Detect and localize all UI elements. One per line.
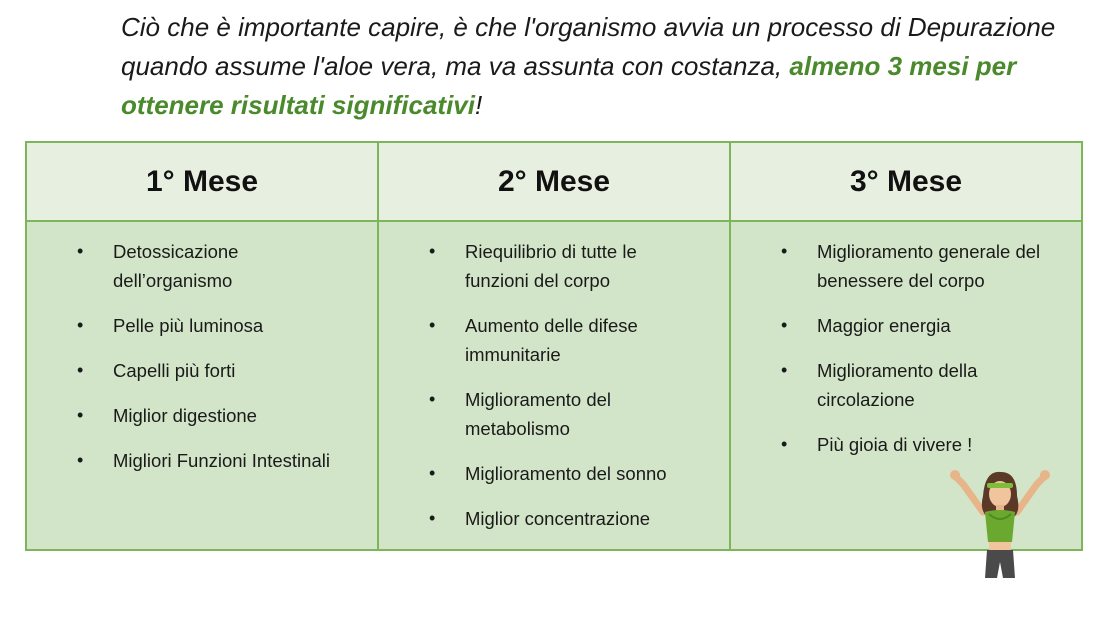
bullet-icon: •: [781, 360, 788, 380]
list-month-2: [379, 222, 729, 533]
bullet-icon: •: [429, 508, 436, 528]
cell-month-2: [379, 222, 731, 549]
cheering-woman-icon: [945, 462, 1055, 582]
intro-highlight: almeno 3 mesi per ottenere risultati significativi: [121, 51, 1017, 120]
benefits-table: [25, 141, 1083, 551]
list-item: • Miglioramento della circolazione: [731, 356, 997, 414]
list-item: • Migliori Funzioni Intestinali: [27, 446, 367, 475]
intro-paragraph: [121, 8, 1081, 125]
list-item: • Pelle più luminosa: [27, 311, 367, 340]
bullet-icon: •: [77, 315, 84, 335]
bullet-icon: •: [429, 315, 436, 335]
list-item: • Miglior digestione: [27, 401, 367, 430]
bullet-icon: •: [77, 405, 84, 425]
list-item: • Aumento delle difese immunitarie: [379, 311, 675, 369]
intro-end: !: [474, 90, 483, 120]
list-item: • Più gioia di vivere !: [731, 430, 1071, 459]
header-month-3: 3° Mese: [731, 143, 1081, 222]
header-month-2: 2° Mese: [379, 143, 731, 222]
bullet-icon: •: [77, 241, 84, 261]
bullet-icon: •: [429, 241, 436, 261]
list-item: • Riequilibrio di tutte le funzioni del corpo: [379, 237, 675, 295]
bullet-icon: •: [781, 241, 788, 261]
list-item: • Miglioramento del metabolismo: [379, 385, 655, 443]
bullet-icon: •: [429, 463, 436, 483]
bullet-icon: •: [429, 389, 436, 409]
list-item: • Detossicazione dell’organismo: [27, 237, 343, 295]
list-item: • Capelli più forti: [27, 356, 367, 385]
bullet-icon: •: [77, 450, 84, 470]
cell-month-1: [27, 222, 379, 549]
list-item: • Miglioramento generale del benessere del corpo: [731, 237, 1071, 295]
bullet-icon: •: [781, 315, 788, 335]
bullet-icon: •: [781, 434, 788, 454]
list-month-3: [731, 222, 1081, 459]
list-item: • Miglior concentrazione: [379, 504, 719, 533]
bullet-icon: •: [77, 360, 84, 380]
intro-lead: Ciò che è importante capire, è che l'organismo avvia un processo di Depurazione quando assume l'aloe vera, ma va assunta con costanza,: [121, 12, 1056, 81]
list-item: • Maggior energia: [731, 311, 1071, 340]
list-month-1: [27, 222, 377, 475]
header-month-1: 1° Mese: [27, 143, 379, 222]
list-item: • Miglioramento del sonno: [379, 459, 719, 488]
